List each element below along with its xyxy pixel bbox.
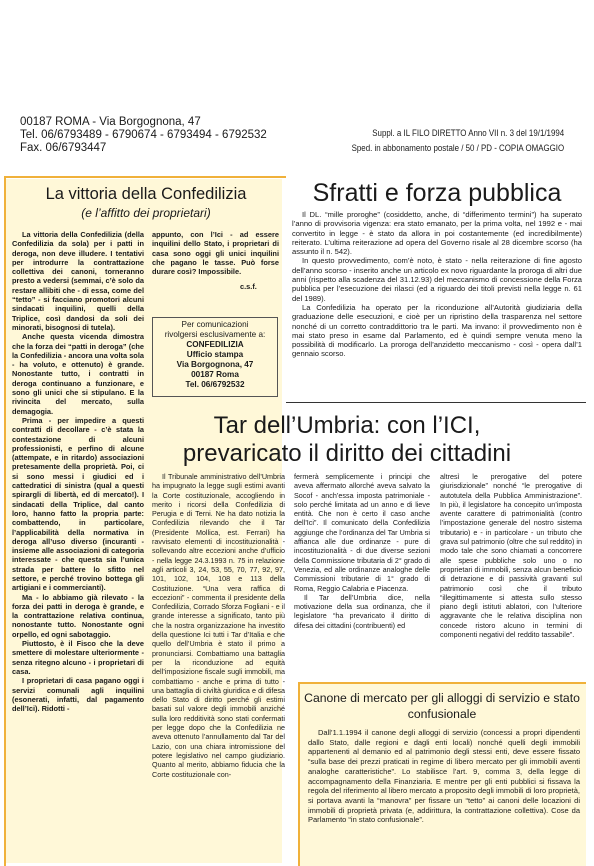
section-divider xyxy=(286,402,586,403)
paragraph: La Confedilizia ha operato per la riconduzione all’Autorità giudiziaria della graduazione delle esecuzioni, e cioè per un ripristino della trasparenza nel settore nonché di un corretto contraddittorio tra le parti. Ma invano: il provvedimento non è mai stato preso in esame dal Parlamento, ed è quindi sempre venuta meno la possibilità di modificarlo. La proroga dell’anzidetto meccanismo - così - opera dall’1 gennaio scorso. xyxy=(292,302,582,359)
paragraph: Piuttosto, è il Fisco che la deve smettere di molestare ulteriormente - senza ritegno alcuno - i proprietari di casa. xyxy=(12,639,144,676)
contact-street: Via Borgognona, 47 xyxy=(176,360,254,369)
article3-title-line1: Tar dell’Umbria: con l’ICI, xyxy=(213,412,481,439)
article1-subtitle: (e l’affitto dei proprietari) xyxy=(81,206,211,220)
paragraph: Dall’1.1.1994 il canone degli alloggi di servizio (concessi a propri dipendenti dallo Stato, dalle regioni e dagli enti locali) nonché quelli degli immobili appartenenti al demanio ed al patrimonio degli stessi enti, deve essere fissato “sulla base dei prezzi praticati in regime di libero mercato per gli immobili aventi analoghe caratteristiche”. Lo stabilisce l’art. 9, comma 3, della legge di accompagnamento della Finanziaria. E mentre per gli enti pubblici si fissava la regola del riferimento al libero mercato a proposito degli immobili di loro proprietà, si portava avanti la “manovra” per fissare un “tetto” ai canoni delle locazioni di immobili di proprietà privata (e, addirittura, la contrattazione collettiva). Cose da Parlamento “in stato confusionale”. xyxy=(308,728,580,825)
article3-column3 xyxy=(440,472,582,639)
paragraph: fermerà semplicemente i principi che aveva affermato allorché aveva salvato la Socof - anch’essa imposta patrimoniale - solo perché limitata ad un anno e di lieve entità. Che non è certo il caso anche dell’Ici”. Il comunicato della Confedilizia aggiunge che l’ordinanza del Tar Umbria si affianca alle due ordinanze - pure di incostituzionalità - di due diverse sezioni della Commissione tributaria di 2° grado di Venezia, ed alle ordinanze analoghe delle Commissioni tributarie di 1° grado di Roma, Reggio Calabria e Piacenza. xyxy=(294,472,430,593)
address-line: 00187 ROMA - Via Borgognona, 47 xyxy=(20,116,201,128)
fax-line: Fax. 06/6793447 xyxy=(20,142,107,154)
article4-title: Canone di mercato per gli alloggi di servizio e stato confusionale xyxy=(304,691,580,721)
contact-line: Per comunicazioni xyxy=(181,320,249,329)
article2-title: Sfratti e forza pubblica xyxy=(312,179,562,207)
article4-body xyxy=(308,728,580,825)
article3-column1 xyxy=(152,472,285,779)
article3-title-line2: prevaricato il diritto dei cittadini xyxy=(182,440,512,467)
contact-phone: Tel. 06/6792532 xyxy=(185,380,245,389)
article1-column1 xyxy=(12,230,144,860)
contact-line: rivolgersi esclusivamente a: xyxy=(164,330,266,339)
article2-body xyxy=(292,210,582,359)
postal-line: Sped. in abbonamento postale / 50 / PD - COPIA OMAGGIO xyxy=(351,143,564,153)
contact-office: Ufficio stampa xyxy=(186,350,244,359)
paragraph: Il DL. “mille proroghe” (cosiddetto, anche, di “differimento termini”) ha superato l’anno di provvisoria vigenza: era stato emanato, per la prima volta, nel 1992 e - mai convertito in legge - è stato da allora in poi costantemente (ed incredibilmente) reiterato. L’ultima reiterazione ad opera del Governo risale al 28 dicembre scorso (ha assunto il n. 542). xyxy=(292,210,582,257)
paragraph: In questo provvedimento, com’è noto, è stato - nella reiterazione di fine agosto dell’anno scorso - inserito anche un articolo ex novo riguardante la proroga di altri due anni (rispetto alla scadenza del 31.12.93) del meccanismo di concessione della Forza pubblica per l’esecuzione dei rilasci (ed a riguardo dei titoli previsti nella legge n. 61 del 1989). xyxy=(292,256,582,303)
paragraph: Prima - per impedire a questi contratti di decollare - c’è stata la contestazione di alcuni professionisti, e perfino di alcune (attempate, e in ritardo) associazioni pretesamente della proprietà. Poi, ci si sono messi i giudici ed i cattedratici di sinistra (qual a questi spirargli di libertà, ed di mercato!). I sindacati della Triplice, dal canto loro, hanno fatto la propria parte: combattendo, in particolare, l’applicabilità della normativa in deroga all’uso diverso (incuranti - insieme alle associazioni di categoria interessate - che questa sia l’unica strada per battere lo sfitto nel settore, e perché trovino bottega gli artigiani e i commercianti). xyxy=(12,415,144,593)
paragraph: I proprietari di casa pagano oggi i servizi comunali agli inquilini (esonerati, infatti, dal pagamento dell’Ici). Ridotti - xyxy=(12,676,144,714)
article1-title: La vittoria della Confedilizia xyxy=(45,185,247,203)
contact-box xyxy=(152,317,278,397)
paragraph: altresì le prerogative del potere giurisdizionale” nonché “le prerogative di autotutela della Pubblica Amministrazione”. In più, il legislatore ha concepito un’imposta avente carattere di patrimonialità (contro l’impostazione generale del nostro sistema tributario) e - in particolare - un tributo che grava sul patrimonio (oltre che sul reddito) in modo tale che sono chiamati a concorrere alle spese pubbliche solo uno o no proprietari di immobili, senza alcun beneficio di detrazione e di passività gravanti sul patrimonio così che il tributo “illegittimamente si attesta sullo stesso piano degli istituti ablatori, con l’ulteriore aggravante che le relativa disciplina non concede ristoro alcuno in termini di componenti negativi del reddito tassabile”. xyxy=(440,472,582,640)
contact-city: 00187 Roma xyxy=(191,370,239,379)
contact-org: CONFEDILIZIA xyxy=(186,340,244,349)
article1-signature: c.s.f. xyxy=(240,282,257,291)
phone-line: Tel. 06/6793489 - 6790674 - 6793494 - 6792532 xyxy=(20,129,267,141)
paragraph: Anche questa vicenda dimostra che la forza dei “patti in deroga” (che la Confedilizia - ancora una volta sola - ha voluto, e ottenuto) è grande. Nonostante tutto, i contratti in deroga continuano a funzionare, e sono gli unici che si stipulano. E la rivincita del mercato, sulla demagogia. xyxy=(12,332,144,416)
article1-column2 xyxy=(152,230,279,276)
supplement-info xyxy=(351,126,564,156)
paragraph: Il Tribunale amministrativo dell’Umbria ha impugnato la legge sugli estimi avanti la Corte costituzionale, accogliendo in merito i ricorsi della Confedilizia di Perugia e di Terni. Ne ha dato notizia la Confedilizia rilevando che il Tar (Presidente Mollica, est. Ferrari) ha ravvisato elementi di incostituzionalità - sollevando altre eccezioni anche d’ufficio - nella legge 24.3.1993 n. 75 in relazione agli articoli 3, 24, 53, 55, 70, 77, 92, 97, 101, 102, 104, 108 e 113 della Costituzione. “Una vera raffica di eccezioni” - commenta il presidente della Confedilizia, Corrado Sforza Fogliani - e il grande interesse a significato, tanto più che la nostra organizzazione ha investito della questione Ici tutti i Tar d’Italia e che quello dell’Umbria è stato il primo a pronunciarsi. Combattiamo una battaglia per la riconduzione ad equità dell’imposizione fiscale sugli immobili, ma combattiamo - anche e prima di tutto - una battaglia di civiltà giuridica e di difesa dello Stato di diritto perché gli estimi basati sul valore degli immobili anziché sulla loro redditività sono stati confermati per legge dopo che la Confedilizia ne aveva ottenuto l’annullamento dal Tar del Lazio, con una chiara intromissione del potere legislativo nel campo giudiziario. Quanto al merito, abbiamo fiducia che la Corte costituzionale con- xyxy=(152,472,285,779)
article3-column2 xyxy=(294,472,430,630)
publisher-address xyxy=(20,116,267,155)
paragraph: appunto, con l’Ici - ad essere inquilini dello Stato, i proprietari di casa sono oggi gli unici inquilini che pagano le tasse. Può forse durare così? Impossibile. xyxy=(152,230,279,277)
paragraph: Ma - lo abbiamo già rilevato - la forza dei patti in deroga è grande, e la contrattazione relativa continua, nonostante tutto. Nonostante ogni orpello, ed ogni sabotaggio. xyxy=(12,592,144,639)
paragraph: Il Tar dell’Umbria dice, nella motivazione della sua ordinanza, che il legislatore “ha prevaricato il diritto di difesa dei cittadini (contribuenti) ed xyxy=(294,592,430,630)
paragraph: La vittoria della Confedilizia (della Confedilizia da sola) per i patti in deroga, non deve illudere. I tentativi per introdurre la contrattazione collettiva dei canoni, torneranno presto a vedersi (semmai, c’è solo da restare allibiti che - di essa, come del “tetto” - si facciano promotori alcuni sindacati inquilini, quelli della Triplice, così dandosi da soli dei minorati, bisognosi di tutela). xyxy=(12,230,144,332)
supplement-line: Suppl. a IL FILO DIRETTO Anno VII n. 3 del 19/1/1994 xyxy=(372,128,564,138)
